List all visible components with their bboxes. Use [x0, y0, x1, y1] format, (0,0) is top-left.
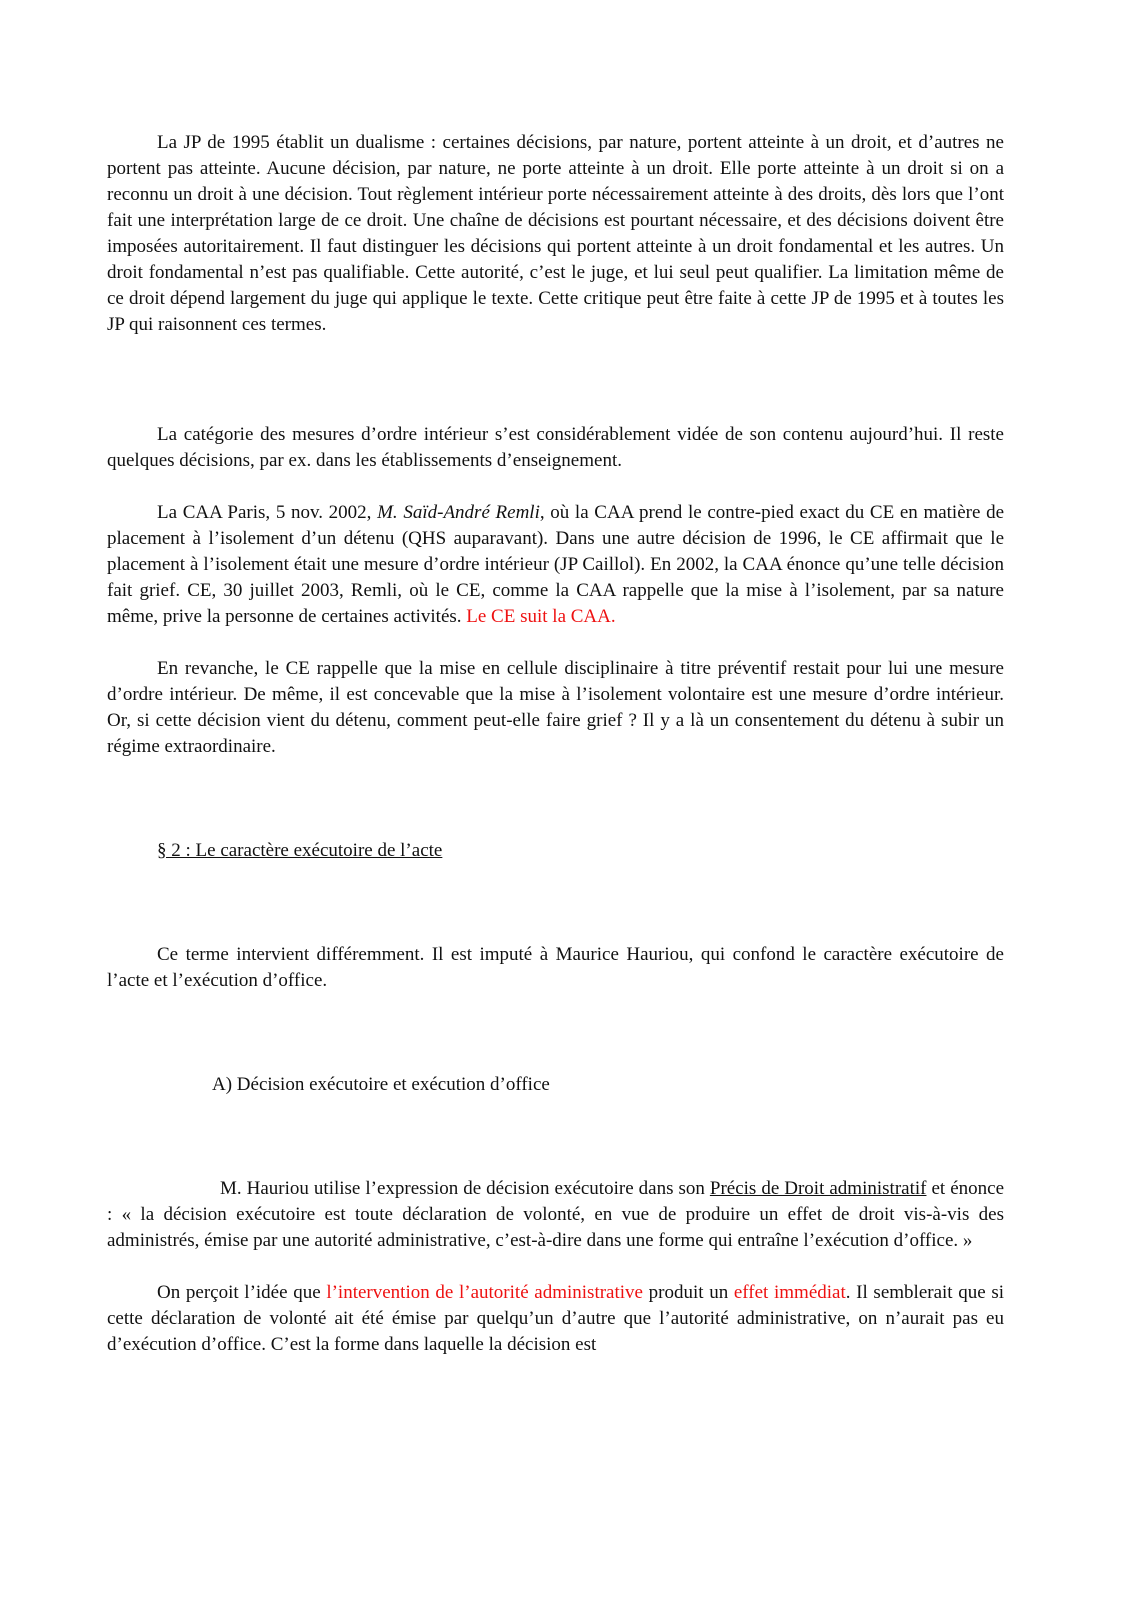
text: M. Hauriou utilise l’expression de décision exécutoire dans son — [220, 1178, 710, 1199]
document-page — [107, 130, 1004, 1358]
highlighted-text: effet immédiat — [733, 1282, 846, 1303]
case-name: M. Saïd-André Remli — [377, 502, 540, 523]
paragraph-ce-terme: Ce terme intervient différemment. Il est imputé à Maurice Hauriou, qui confond le caractère exécutoire de l’acte et l’exécution d’office. — [107, 944, 1004, 991]
paragraph-mesures-ordre-interieur: La catégorie des mesures d’ordre intérieur s’est considérablement vidée de son contenu aujourd’hui. Il reste quelques décisions, par ex. dans les établissements d’enseignement. — [107, 424, 1004, 471]
text: On perçoit l’idée que — [157, 1282, 327, 1303]
paragraph-en-revanche: En revanche, le CE rappelle que la mise en cellule disciplinaire à titre préventif restait pour lui une mesure d’ordre intérieur. De même, il est concevable que la mise à l’isolement volontaire est une mesure d’ordre intérieur. Or, si cette décision vient du détenu, comment peut-elle faire grief ? Il y a là un consentement du détenu à subir un régime extraordinaire. — [107, 658, 1004, 757]
paragraph-jp-1995: La JP de 1995 établit un dualisme : certaines décisions, par nature, portent atteinte à un droit, et d’autres ne portent pas atteinte. Aucune décision, par nature, ne porte atteinte à un droit. Elle porte atteinte à un droit si on a reconnu un droit à une décision. Tout règlement intérieur porte nécessairement atteinte à des droits, dès lors que l’ont fait une interprétation large de ce droit. Une chaîne de décisions est pourtant nécessaire, et des décisions doivent être imposées autoritairement. Il faut distinguer les décisions qui portent atteinte à un droit fondamental et les autres. Un droit fondamental n’est pas qualifiable. Cette autorité, c’est le juge, et lui seul peut qualifier. La limitation même de ce droit dépend largement du juge qui applique le texte. Cette critique peut être faite à cette JP de 1995 et à toutes les JP qui raisonnent ces termes. — [107, 132, 1004, 335]
paragraph-caa-remli — [107, 500, 1004, 630]
paragraph-hauriou — [107, 1176, 1004, 1254]
text: La CAA Paris, 5 nov. 2002, — [157, 502, 378, 523]
highlighted-text: l’intervention de l’autorité administrative — [326, 1282, 643, 1303]
subsection-heading: A) Décision exécutoire et exécution d’office — [212, 1074, 550, 1095]
text: . Il semblerait que si cette déclaration de volonté ait été émise par quelqu’un d’autre que l’autorité administrative, on n’aurait pas eu d’exécution d’office. C’est la forme dans laquelle la décision est — [107, 1282, 1004, 1355]
book-title: Précis de Droit administratif — [709, 1178, 927, 1199]
paragraph-on-percoit — [107, 1280, 1004, 1358]
text: produit un — [642, 1282, 734, 1303]
text: et énonce : « la décision exécutoire est toute déclaration de volonté, en vue de produire un effet de droit vis-à-vis des administrés, émise par une autorité administrative, c’est-à-dire dans une forme qui entraîne l’exécution d’office. » — [107, 1178, 1004, 1251]
section-heading: § 2 : Le caractère exécutoire de l’acte — [157, 840, 443, 861]
text: , où la CAA prend le contre-pied exact du CE en matière de placement à l’isolement d’un détenu (QHS auparavant). Dans une autre décision de 1996, le CE affirmait que le placement à l’isolement était une mesure d’ordre intérieur (JP Caillol). En 2002, la CAA énonce qu’une telle décision fait grief. CE, 30 juillet 2003, Remli, où le CE, comme la CAA rappelle que la mise à l’isolement, par sa nature même, prive la personne de certaines activités. — [107, 502, 1004, 627]
highlighted-text: Le CE suit la CAA. — [466, 606, 616, 627]
